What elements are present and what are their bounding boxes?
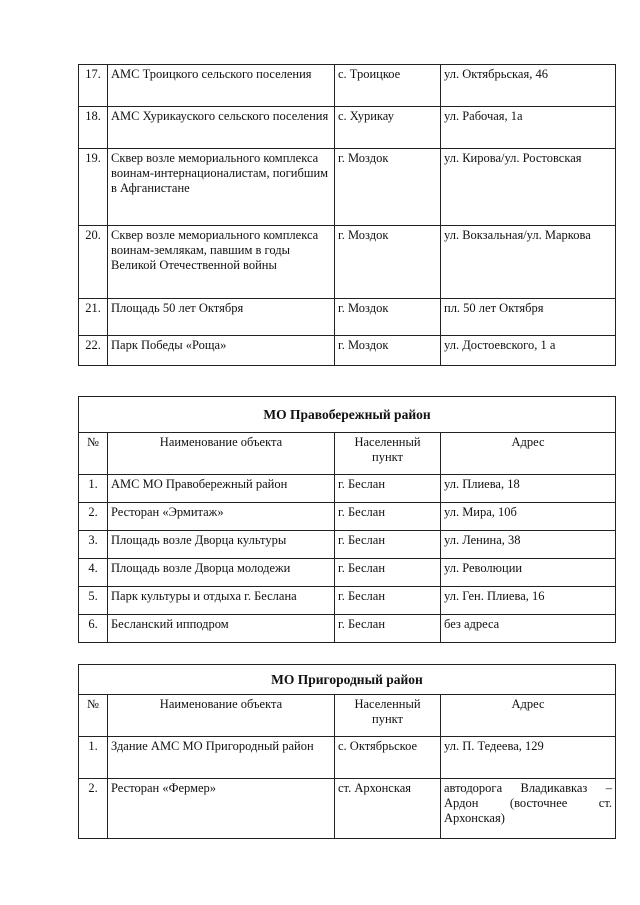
row-number: 1.	[79, 475, 108, 503]
address: ул. Ген. Плиева, 16	[441, 587, 616, 615]
column-header-address: Адрес	[441, 695, 616, 737]
prigorodny-table	[78, 664, 616, 839]
table-row	[79, 779, 616, 839]
locality: г. Беслан	[335, 531, 441, 559]
locality: г. Моздок	[335, 299, 441, 336]
address: ул. Кирова/ул. Ростовская	[441, 149, 616, 226]
object-name: Площадь 50 лет Октября	[108, 299, 335, 336]
section-header-row	[79, 397, 616, 433]
object-name: АМС Троицкого сельского поселения	[108, 65, 335, 107]
table-row	[79, 107, 616, 149]
object-name: Сквер возле мемориального комплекса воинам-интернационалистам, погибшим в Афганистане	[108, 149, 335, 226]
row-number: 5.	[79, 587, 108, 615]
locality: с. Троицкое	[335, 65, 441, 107]
column-header-number: №	[79, 433, 108, 475]
address: ул. Ленина, 38	[441, 531, 616, 559]
table-row	[79, 299, 616, 336]
row-number: 6.	[79, 615, 108, 643]
column-header-locality: Населенный пункт	[335, 695, 441, 737]
object-name: АМС МО Правобережный район	[108, 475, 335, 503]
column-header-address: Адрес	[441, 433, 616, 475]
object-name: АМС Хурикауского сельского поселения	[108, 107, 335, 149]
locality: с. Хурикау	[335, 107, 441, 149]
row-number: 21.	[79, 299, 108, 336]
section-title: МО Пригородный район	[79, 665, 616, 695]
row-number: 17.	[79, 65, 108, 107]
locality: г. Беслан	[335, 503, 441, 531]
table-row	[79, 475, 616, 503]
table-row	[79, 559, 616, 587]
locality: г. Беслан	[335, 587, 441, 615]
row-number: 1.	[79, 737, 108, 779]
section-title: МО Правобережный район	[79, 397, 616, 433]
column-header-row	[79, 433, 616, 475]
locality: г. Моздок	[335, 336, 441, 366]
address: ул. Рабочая, 1а	[441, 107, 616, 149]
object-name: Ресторан «Фермер»	[108, 779, 335, 839]
row-number: 2.	[79, 779, 108, 839]
locality: г. Моздок	[335, 226, 441, 299]
address: ул. Октябрьская, 46	[441, 65, 616, 107]
address: ул. Революции	[441, 559, 616, 587]
object-name: Площадь возле Дворца культуры	[108, 531, 335, 559]
column-header-row	[79, 695, 616, 737]
row-number: 20.	[79, 226, 108, 299]
table-row	[79, 587, 616, 615]
table-row	[79, 65, 616, 107]
address: пл. 50 лет Октября	[441, 299, 616, 336]
object-name: Бесланский ипподром	[108, 615, 335, 643]
address: ул. Достоевского, 1 а	[441, 336, 616, 366]
pravoberezhny-table	[78, 396, 616, 643]
objects-table-continued	[78, 64, 616, 366]
locality: г. Моздок	[335, 149, 441, 226]
column-header-name: Наименование объекта	[108, 433, 335, 475]
address: ул. Плиева, 18	[441, 475, 616, 503]
table-row	[79, 615, 616, 643]
object-name: Парк Победы «Роща»	[108, 336, 335, 366]
column-header-name: Наименование объекта	[108, 695, 335, 737]
row-number: 18.	[79, 107, 108, 149]
locality: г. Беслан	[335, 615, 441, 643]
address: ул. П. Тедеева, 129	[441, 737, 616, 779]
column-header-number: №	[79, 695, 108, 737]
object-name: Здание АМС МО Пригородный район	[108, 737, 335, 779]
table-row	[79, 149, 616, 226]
table-row	[79, 531, 616, 559]
object-name: Площадь возле Дворца молодежи	[108, 559, 335, 587]
section-header-row	[79, 665, 616, 695]
table-row	[79, 226, 616, 299]
locality: г. Беслан	[335, 559, 441, 587]
row-number: 3.	[79, 531, 108, 559]
locality: ст. Архонская	[335, 779, 441, 839]
locality: с. Октябрьское	[335, 737, 441, 779]
locality: г. Беслан	[335, 475, 441, 503]
address: ул. Вокзальная/ул. Маркова	[441, 226, 616, 299]
column-header-locality: Населенный пункт	[335, 433, 441, 475]
address: автодорога Владикавказ – Ардон (восточнее ст. Архонская)	[441, 779, 616, 839]
table-row	[79, 336, 616, 366]
row-number: 22.	[79, 336, 108, 366]
address: ул. Мира, 10б	[441, 503, 616, 531]
object-name: Ресторан «Эрмитаж»	[108, 503, 335, 531]
row-number: 2.	[79, 503, 108, 531]
table-row	[79, 503, 616, 531]
row-number: 19.	[79, 149, 108, 226]
row-number: 4.	[79, 559, 108, 587]
object-name: Сквер возле мемориального комплекса воинам-землякам, павшим в годы Великой Отечественной войны	[108, 226, 335, 299]
table-row	[79, 737, 616, 779]
address: без адреса	[441, 615, 616, 643]
object-name: Парк культуры и отдыха г. Беслана	[108, 587, 335, 615]
